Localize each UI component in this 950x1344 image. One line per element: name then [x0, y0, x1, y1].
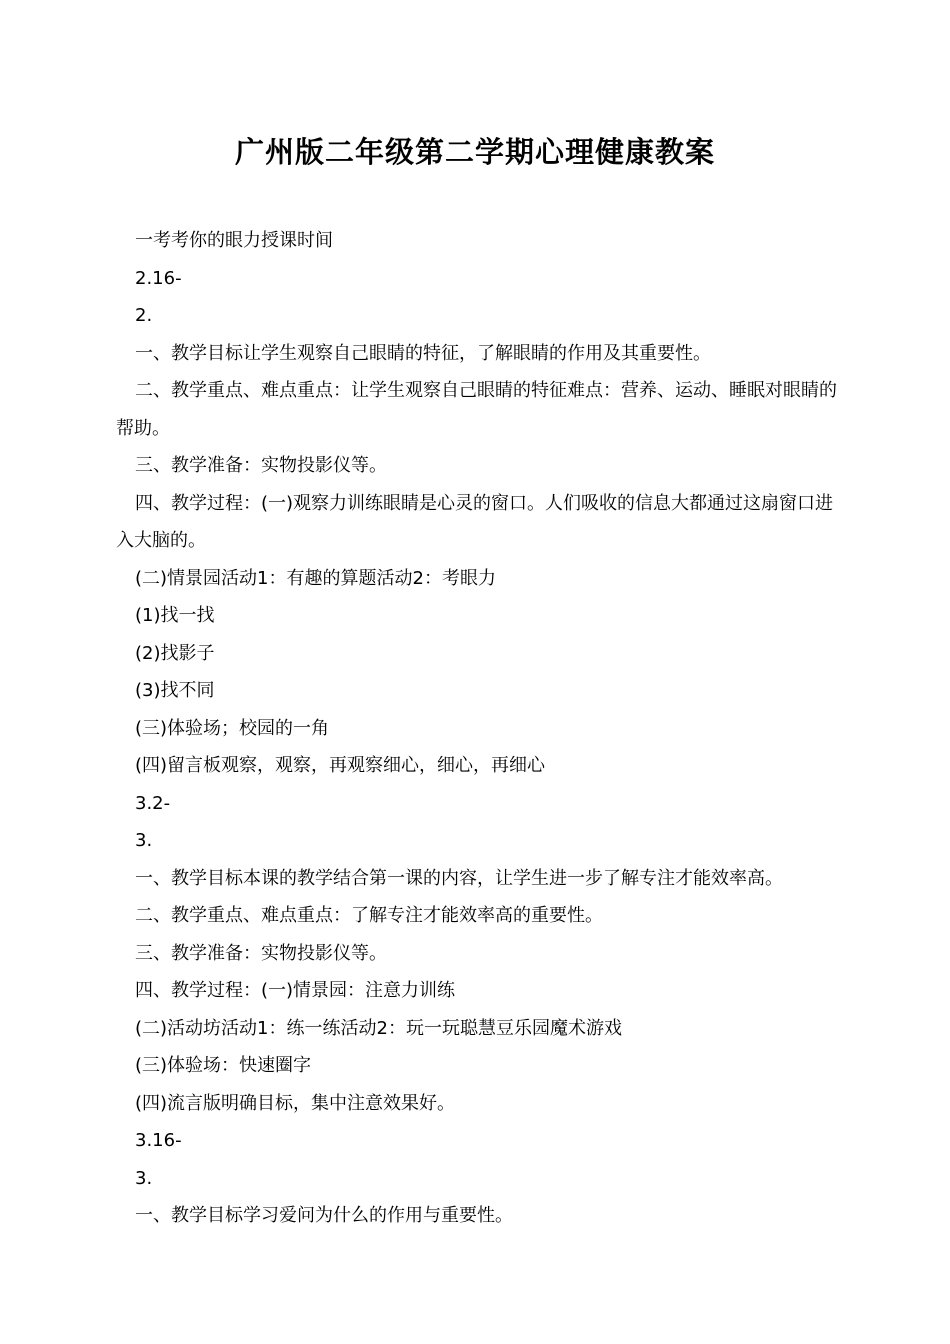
document-title: 广州版二年级第二学期心理健康教案 [234, 135, 715, 169]
paragraph: (2)找影子 [135, 642, 215, 664]
paragraph: 3. [135, 1167, 153, 1189]
paragraph: 一、教学目标让学生观察自己眼睛的特征，了解眼睛的作用及其重要性。 [135, 342, 711, 364]
paragraph: (四)留言板观察，观察，再观察细心，细心，再细心 [135, 755, 546, 776]
paragraph: 一考考你的眼力授课时间 [135, 230, 333, 251]
paragraph: 一、教学目标学习爱问为什么的作用与重要性。 [135, 1205, 513, 1226]
paragraph: 3.2- [135, 792, 171, 814]
paragraph: 2.16- [135, 267, 182, 289]
paragraph: 3. [135, 830, 153, 851]
paragraph: (二)情景园活动1：有趣的算题活动2：考眼力 [135, 567, 496, 589]
paragraph: 二、教学重点、难点重点：让学生观察自己眼睛的特征难点：营养、运动、睡眠对眼睛的帮助。 [116, 380, 837, 439]
document-body [116, 222, 838, 1235]
paragraph: (1)找一找 [135, 605, 215, 626]
paragraph: 一、教学目标本课的教学结合第一课的内容，让学生进一步了解专注才能效率高。 [135, 867, 783, 889]
paragraph: (3)找不同 [135, 680, 215, 701]
paragraph: 3.16- [135, 1130, 182, 1151]
paragraph: 四、教学过程：(一)观察力训练眼睛是心灵的窗口。人们吸收的信息大都通过这扇窗口进入大脑的。 [116, 492, 834, 551]
paragraph: 二、教学重点、难点重点：了解专注才能效率高的重要性。 [135, 905, 603, 926]
paragraph: (四)流言版明确目标，集中注意效果好。 [135, 1092, 456, 1114]
paragraph: (三)体验场；校园的一角 [135, 717, 330, 739]
paragraph: 四、教学过程：(一)情景园：注意力训练 [135, 980, 456, 1001]
paragraph: (二)活动坊活动1：练一练活动2：玩一玩聪慧豆乐园魔术游戏 [135, 1017, 622, 1039]
paragraph: 三、教学准备：实物投影仪等。 [135, 942, 387, 964]
paragraph: 三、教学准备：实物投影仪等。 [135, 455, 387, 476]
paragraph: 2. [135, 305, 153, 326]
paragraph: (三)体验场：快速圈字 [135, 1055, 312, 1076]
